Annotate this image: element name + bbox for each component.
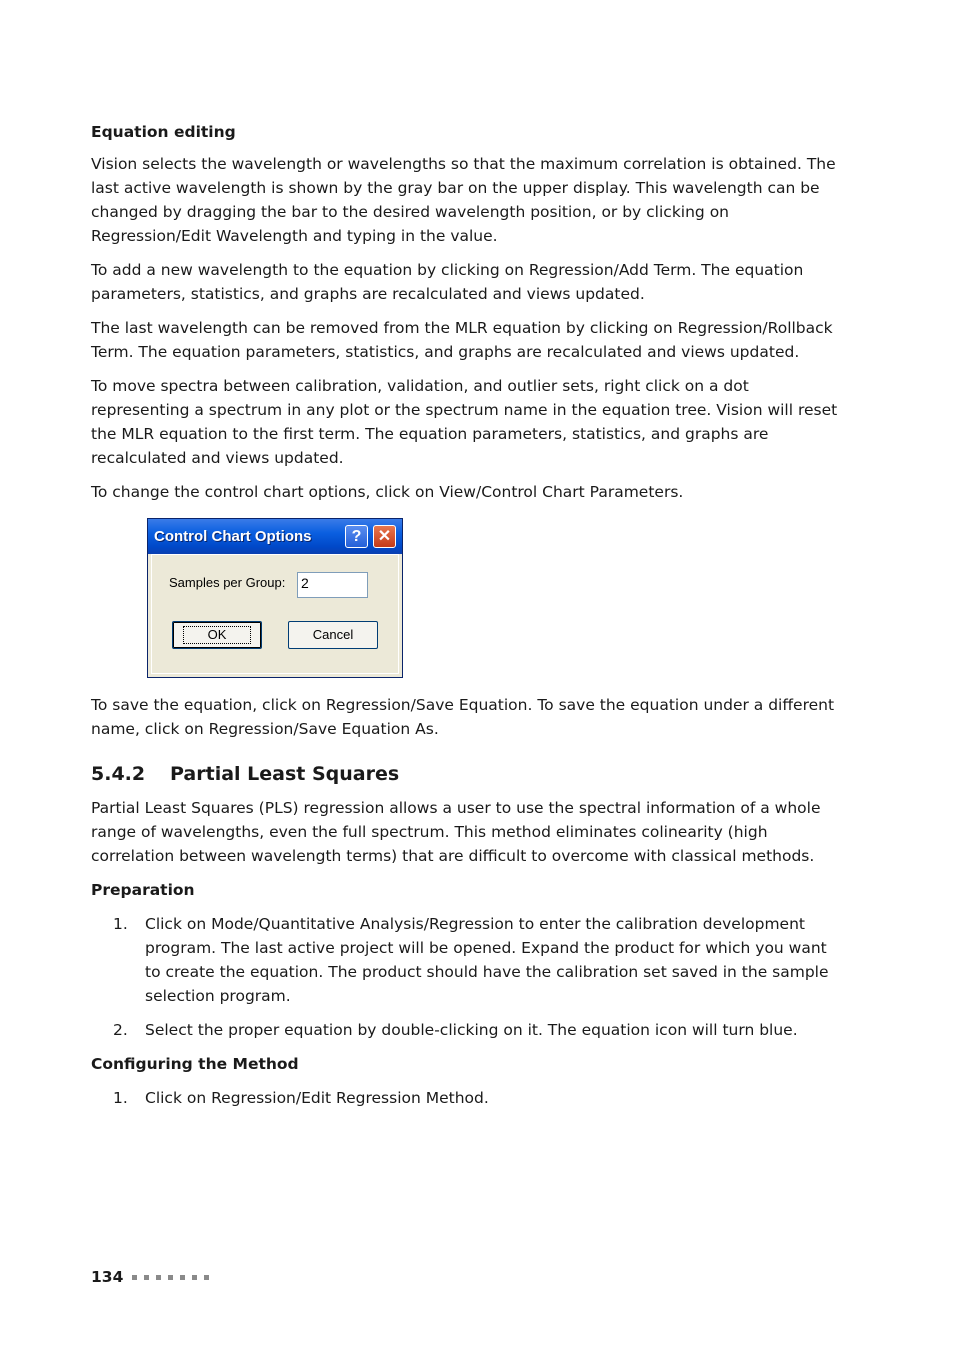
samples-per-group-label: Samples per Group: bbox=[169, 575, 286, 590]
dialog-client-area bbox=[151, 554, 399, 674]
page-content bbox=[91, 120, 841, 1110]
ok-button[interactable] bbox=[172, 621, 262, 649]
footer-dot bbox=[204, 1275, 209, 1280]
paragraph-5: To change the control chart options, click on View/Control Chart Parameters. bbox=[91, 483, 684, 501]
step-number: 1. bbox=[113, 1089, 128, 1107]
step-text: Click on Regression/Edit Regression Method. bbox=[145, 1089, 489, 1107]
dialog-screenshot bbox=[147, 518, 841, 678]
list-item bbox=[91, 1018, 841, 1042]
step-number: 1. bbox=[113, 915, 128, 933]
footer-dot bbox=[192, 1275, 197, 1280]
section-title: Partial Least Squares bbox=[170, 763, 400, 785]
paragraph-save-equation: To save the equation, click on Regression/Save Equation. To save the equation under a different name, click on Regression/Save Equation As. bbox=[91, 696, 835, 738]
paragraph-4: To move spectra between calibration, validation, and outlier sets, right click on a dot representing a spectrum in any plot or the spectrum name in the equation tree. Vision will reset the MLR equation to the first term. The equation parameters, statistics, and graphs are recalculated and views updated. bbox=[91, 377, 838, 467]
list-item bbox=[91, 1086, 841, 1110]
page-footer bbox=[91, 1268, 216, 1286]
footer-dot bbox=[168, 1275, 173, 1280]
step-number: 2. bbox=[113, 1021, 128, 1039]
samples-per-group-input[interactable]: 2 bbox=[297, 572, 368, 598]
close-icon[interactable]: ✕ bbox=[373, 525, 396, 548]
list-item bbox=[91, 912, 841, 1008]
footer-dots bbox=[132, 1275, 216, 1280]
footer-dot bbox=[180, 1275, 185, 1280]
heading-equation-editing: Equation editing bbox=[91, 123, 236, 141]
dialog-titlebar bbox=[148, 519, 402, 554]
control-chart-options-dialog bbox=[147, 518, 403, 678]
ok-button-label: OK bbox=[183, 626, 252, 644]
heading-configuring-method: Configuring the Method bbox=[91, 1055, 299, 1073]
section-heading-pls bbox=[91, 761, 841, 787]
config-steps bbox=[91, 1086, 841, 1110]
dialog-title: Control Chart Options bbox=[154, 528, 312, 545]
footer-dot bbox=[144, 1275, 149, 1280]
heading-preparation: Preparation bbox=[91, 881, 195, 899]
footer-dot bbox=[156, 1275, 161, 1280]
paragraph-3: The last wavelength can be removed from the MLR equation by clicking on Regression/Rollback Term. The equation parameters, statistics, and graphs are recalculated and views updated. bbox=[91, 319, 833, 361]
preparation-steps bbox=[91, 912, 841, 1042]
step-text: Click on Mode/Quantitative Analysis/Regression to enter the calibration development program. The last active project will be opened. Expand the product for which you want to create the equation. The product should have the calibration set saved in the sample selection program. bbox=[145, 915, 829, 1005]
page-number: 134 bbox=[91, 1268, 124, 1286]
section-number: 5.4.2 bbox=[91, 763, 146, 785]
step-text: Select the proper equation by double-clicking on it. The equation icon will turn blue. bbox=[145, 1021, 798, 1039]
footer-dot bbox=[132, 1275, 137, 1280]
paragraph-pls-intro: Partial Least Squares (PLS) regression allows a user to use the spectral information of a whole range of wavelengths, even the full spectrum. This method eliminates colinearity (high correlation between wavelength terms) that are difficult to overcome with classical methods. bbox=[91, 799, 821, 865]
paragraph-1: Vision selects the wavelength or wavelengths so that the maximum correlation is obtained. The last active wavelength is shown by the gray bar on the upper display. This wavelength can be changed by dragging the bar to the desired wavelength position, or by clicking on Regression/Edit Wavelength and typing in the value. bbox=[91, 155, 836, 245]
cancel-button[interactable]: Cancel bbox=[288, 621, 378, 649]
help-icon[interactable]: ? bbox=[345, 525, 368, 548]
paragraph-2: To add a new wavelength to the equation by clicking on Regression/Add Term. The equation parameters, statistics, and graphs are recalculated and views updated. bbox=[91, 261, 804, 303]
